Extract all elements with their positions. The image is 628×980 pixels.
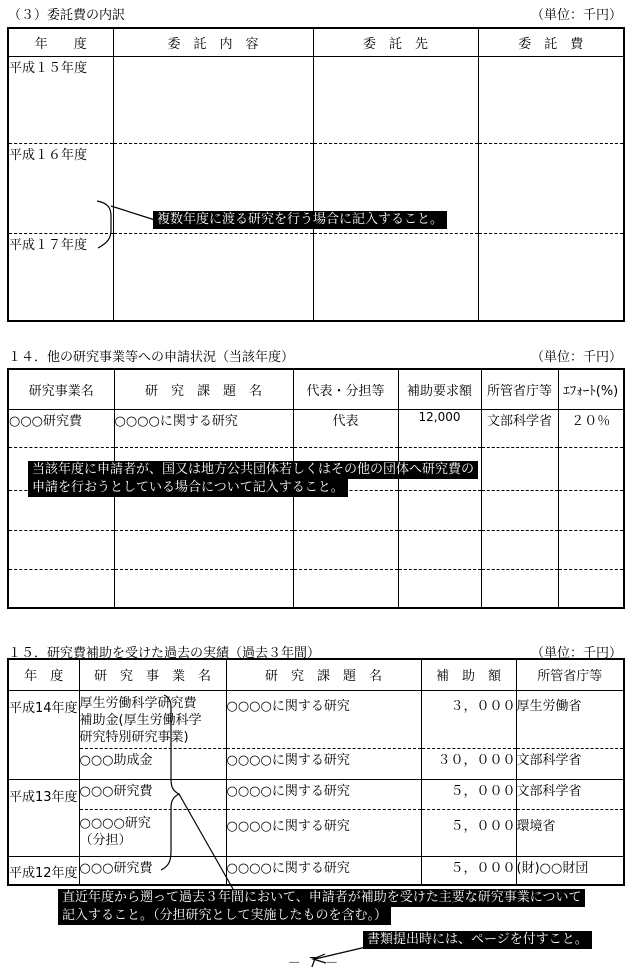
note-past-grants-line2: 記入すること。（分担研究として実施したものを含む。） (58, 907, 391, 925)
empty-cell (398, 569, 481, 608)
subject-cell: ○○○○に関する研究 (226, 748, 421, 779)
project-line: （分担） (79, 832, 132, 848)
grants-header-row (8, 659, 624, 690)
empty-cell (398, 490, 481, 530)
table-row (8, 233, 624, 321)
year-cell: 平成13年度 (8, 779, 79, 856)
header-effort: ｴﾌｫｰﾄ(%) (558, 369, 624, 409)
note-multi-year: 複数年度に渡る研究を行う場合に記入すること。 (153, 211, 447, 229)
table-row (8, 779, 624, 809)
page-number: － 7 － (287, 956, 341, 971)
header-ministry: 所管省庁等 (516, 659, 624, 690)
amount-cell: ５，０００ (421, 779, 516, 809)
section15-unit-label: （単位：千円） (530, 646, 622, 661)
project-line: 補助金(厚生労働科学 (79, 712, 202, 728)
table-row (8, 530, 624, 569)
section13-unit-label: （単位：千円） (530, 8, 622, 23)
section14-unit-label: （単位：千円） (530, 350, 622, 365)
section14-title: １４．他の研究事業等への申請状況（当該年度） (8, 350, 295, 365)
empty-cell (481, 569, 558, 608)
table-row (8, 748, 624, 779)
empty-cell (113, 233, 313, 321)
ministry-cell: (財)○○財団 (516, 856, 624, 885)
empty-cell (293, 530, 398, 569)
ministry-cell: 環境省 (516, 809, 624, 856)
subject-cell: ○○○○に関する研究 (226, 856, 421, 885)
empty-cell (293, 569, 398, 608)
header-consignee: 委 託 先 (313, 28, 478, 56)
empty-cell (481, 530, 558, 569)
ministry-cell: 厚生労働省 (516, 690, 624, 748)
project-cell (79, 690, 226, 748)
table-row (8, 690, 624, 748)
ministry-cell: 文部科学省 (516, 779, 624, 809)
subject-cell: ○○○○に関する研究 (114, 409, 293, 447)
empty-cell (8, 530, 114, 569)
project-cell: ○○○助成金 (79, 748, 226, 779)
table-row (8, 856, 624, 885)
project-line: 厚生労働科学研究費 (79, 695, 197, 711)
year-cell: 平成１５年度 (8, 56, 113, 143)
ministry-cell: 文部科学省 (516, 748, 624, 779)
role-cell: 代表 (293, 409, 398, 447)
header-consignment-content: 委 託 内 容 (113, 28, 313, 56)
empty-cell (313, 56, 478, 143)
amount-cell: ５，０００ (421, 809, 516, 856)
empty-cell (481, 490, 558, 530)
amount-cell: ３０，０００ (421, 748, 516, 779)
table-row (8, 56, 624, 143)
header-research-subject: 研 究 課 題 名 (114, 369, 293, 409)
note-application-line1: 当該年度に申請者が、国又は地方公共団体若しくはその他の団体へ研究費の (28, 461, 478, 479)
header-year: 年 度 (8, 28, 113, 56)
project-cell (79, 809, 226, 856)
header-consignment-cost: 委 託 費 (478, 28, 624, 56)
year-cell: 平成14年度 (8, 690, 79, 779)
header-requested-amount: 補助要求額 (398, 369, 481, 409)
section13-title: （３）委託費の内訳 (8, 8, 126, 23)
year-cell: 平成１７年度 (8, 233, 113, 321)
table-row (8, 569, 624, 608)
subject-cell: ○○○○に関する研究 (226, 779, 421, 809)
empty-cell (481, 447, 558, 490)
note-page-numbering: 書類提出時には、ページを付すこと。 (363, 931, 592, 949)
empty-cell (478, 233, 624, 321)
effort-cell: ２０％ (558, 409, 624, 447)
header-role: 代表・分担等 (293, 369, 398, 409)
subject-cell: ○○○○に関する研究 (226, 809, 421, 856)
consignment-header-row (8, 28, 624, 56)
empty-cell (558, 447, 624, 490)
empty-cell (114, 530, 293, 569)
project-line: 研究特別研究事業) (79, 729, 189, 745)
consignment-table (7, 27, 625, 322)
header-project-name: 研 究 事 業 名 (79, 659, 226, 690)
header-project-name: 研究事業名 (8, 369, 114, 409)
empty-cell (113, 56, 313, 143)
empty-cell (478, 143, 624, 233)
empty-cell (114, 569, 293, 608)
applications-header-row (8, 369, 624, 409)
table-row (8, 409, 624, 447)
note-application-line2: 申請を行おうとしている場合について記入すること。 (28, 479, 348, 497)
empty-cell (313, 233, 478, 321)
year-cell: 平成１６年度 (8, 143, 113, 233)
ministry-cell: 文部科学省 (481, 409, 558, 447)
year-cell: 平成12年度 (8, 856, 79, 885)
table-row (8, 809, 624, 856)
past-grants-table (7, 658, 625, 886)
note-past-grants-line1: 直近年度から遡って過去３年間において、申請者が補助を受けた主要な研究事業について (58, 889, 585, 907)
project-cell: ○○○研究費 (79, 856, 226, 885)
empty-cell (558, 530, 624, 569)
section15-title: １５．研究費補助を受けた過去の実績（過去３年間） (8, 646, 321, 661)
project-cell: ○○○研究費 (79, 779, 226, 809)
header-grant-amount: 補 助 額 (421, 659, 516, 690)
header-ministry: 所管省庁等 (481, 369, 558, 409)
empty-cell (478, 56, 624, 143)
project-line: ○○○○研究 (79, 815, 151, 831)
amount-cell: 12,000 (398, 409, 481, 447)
amount-cell: ３，０００ (421, 690, 516, 748)
subject-cell: ○○○○に関する研究 (226, 690, 421, 748)
header-research-subject: 研 究 課 題 名 (226, 659, 421, 690)
empty-cell (8, 569, 114, 608)
empty-cell (558, 490, 624, 530)
empty-cell (398, 530, 481, 569)
project-cell: ○○○研究費 (8, 409, 114, 447)
amount-cell: ５，０００ (421, 856, 516, 885)
header-year: 年 度 (8, 659, 79, 690)
empty-cell (558, 569, 624, 608)
